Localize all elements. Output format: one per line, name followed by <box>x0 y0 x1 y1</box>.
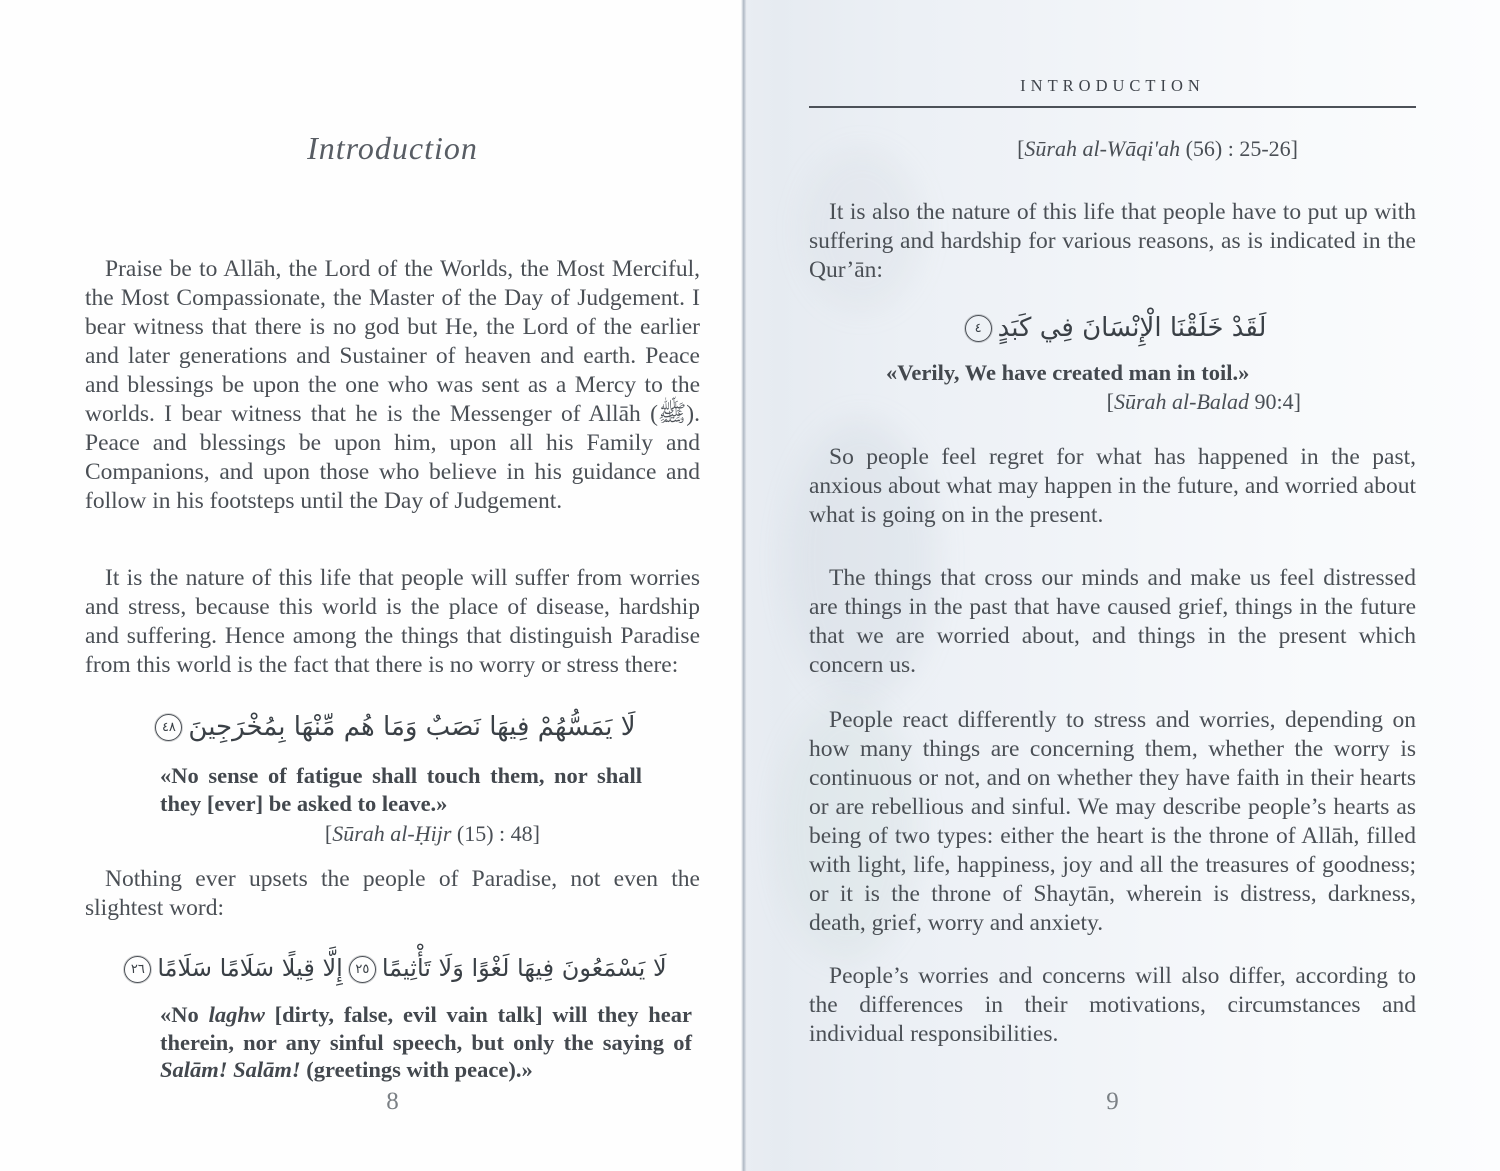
quote-text: (greetings with peace).» <box>300 1057 533 1082</box>
arabic-verse-hijr <box>85 704 700 750</box>
arabic-verse-text-a: لَا يَسْمَعُونَ فِيهَا لَغْوًا وَلَا تَأْثِيمًا <box>381 954 667 982</box>
quote-text: [dirty, false, evil vain talk] will they hear therein, nor any sinful speech, but only the saying of <box>160 1002 693 1055</box>
citation-bracket: [ <box>324 821 333 846</box>
paragraph-things-cross-minds: The things that cross our minds and make us feel distressed are things in the past that have caused grief, things in the future that we are worried about, and things in the present which concern us. <box>809 564 1416 678</box>
citation-reference: (15) : 48] <box>451 821 540 846</box>
chapter-title: Introduction <box>307 130 478 166</box>
citation-reference: (56) : 25-26] <box>1180 136 1298 161</box>
running-header: INTRODUCTION <box>1020 76 1205 95</box>
quote-italic-term: Salām! Salām! <box>160 1057 301 1082</box>
citation-source: Sūrah al-Ḥijr <box>332 821 452 846</box>
right-page-content <box>809 0 1416 1115</box>
citation-source: Sūrah al-Wāqi'ah <box>1024 136 1181 161</box>
paragraph-worries-differ: People’s worries and concerns will also differ, according to the differences in their motivations, circumstances and individual responsibilities. <box>809 962 1416 1047</box>
paragraph-nothing-upsets: Nothing ever upsets the people of Paradise, not even the slightest word: <box>85 866 700 921</box>
citation-hijr <box>85 821 700 847</box>
arabic-verse-text: لَا يَمَسُّهُمْ فِيهَا نَصَبٌ وَمَا هُم مِّنْهَا بِمُخْرَجِينَ <box>188 712 636 742</box>
right-page <box>747 0 1500 1171</box>
left-page-content <box>85 0 700 1115</box>
citation-reference: 90:4] <box>1249 388 1301 414</box>
paragraph-react-differently: People react differently to stress and worries, depending on how many things are concerning them, whether the worry is continuous or not, and on whether they have faith in their hearts or are rebellious and sinful. We may describe people’s hearts as being of two types: either the heart is the throne of Allāh, filled with light, life, happiness, joy and all the treasures of goodness; or it is the throne of Shaytān, wherein is distress, darkness, death, grief, worry and anxiety. <box>809 706 1416 936</box>
arabic-verse-waqiah <box>85 945 700 991</box>
page-number-right: 9 <box>1106 1088 1119 1115</box>
quote-text: «No <box>160 1002 209 1027</box>
citation-bracket: [ <box>1017 136 1025 161</box>
ayah-number-medallion: ٢٦ <box>124 956 151 983</box>
paragraph-also-nature: It is also the nature of this life that people have to put up with suffering and hardship for various reasons, as is indicated in the Qur’ān: <box>809 199 1416 283</box>
ayah-number-medallion: ٤٨ <box>155 714 182 741</box>
quote-translation-balad: «Verily, We have created man in toil.» <box>886 360 1250 385</box>
citation-bracket: [ <box>1106 388 1114 414</box>
page-number-left: 8 <box>386 1088 399 1115</box>
citation-waqiah <box>809 136 1416 162</box>
quote-translation-hijr: «No sense of fatigue shall touch them, nor shall they [ever] be asked to leave.» <box>160 763 642 816</box>
ayah-number-medallion: ٤ <box>965 315 992 342</box>
paragraph-nature-of-life: It is the nature of this life that people will suffer from worries and stress, because this world is the place of disease, hardship and suffering. Hence among the things that distinguish Paradise from this world is the fact that there is no worry or stress there: <box>85 565 700 678</box>
header-rule <box>809 106 1416 108</box>
quote-translation-waqiah <box>160 1001 692 1084</box>
left-page <box>0 0 742 1171</box>
paragraph-regret: So people feel regret for what has happened in the past, anxious about what may happen in the future, and worried about what is going on in the present. <box>809 443 1416 528</box>
arabic-verse-text-b: إِلَّا قِيلًا سَلَامًا سَلَامًا <box>157 954 343 982</box>
arabic-verse-balad <box>809 305 1416 351</box>
citation-balad <box>809 389 1416 415</box>
arabic-verse-text: لَقَدْ خَلَقْنَا الْإِنْسَانَ فِي كَبَدٍ <box>997 313 1267 343</box>
citation-source: Sūrah al-Balad <box>1113 388 1250 414</box>
quote-italic-term: laghw <box>208 1002 265 1027</box>
paragraph-praise: Praise be to Allāh, the Lord of the Worlds, the Most Merciful, the Most Compassionate, the Master of the Day of Judgement. I bear witness that there is no god but He, the Lord of the earlier and later generations and Sustainer of heaven and earth. Peace and blessings be upon the one who was sent as a Mercy to the worlds. I bear witness that he is the Messenger of Allāh (ﷺ). Peace and blessings be upon him, upon all his Family and Companions, and upon those who believe in his guidance and follow in his footsteps until the Day of Judgement. <box>85 256 700 514</box>
ayah-number-medallion: ٢٥ <box>349 956 376 983</box>
